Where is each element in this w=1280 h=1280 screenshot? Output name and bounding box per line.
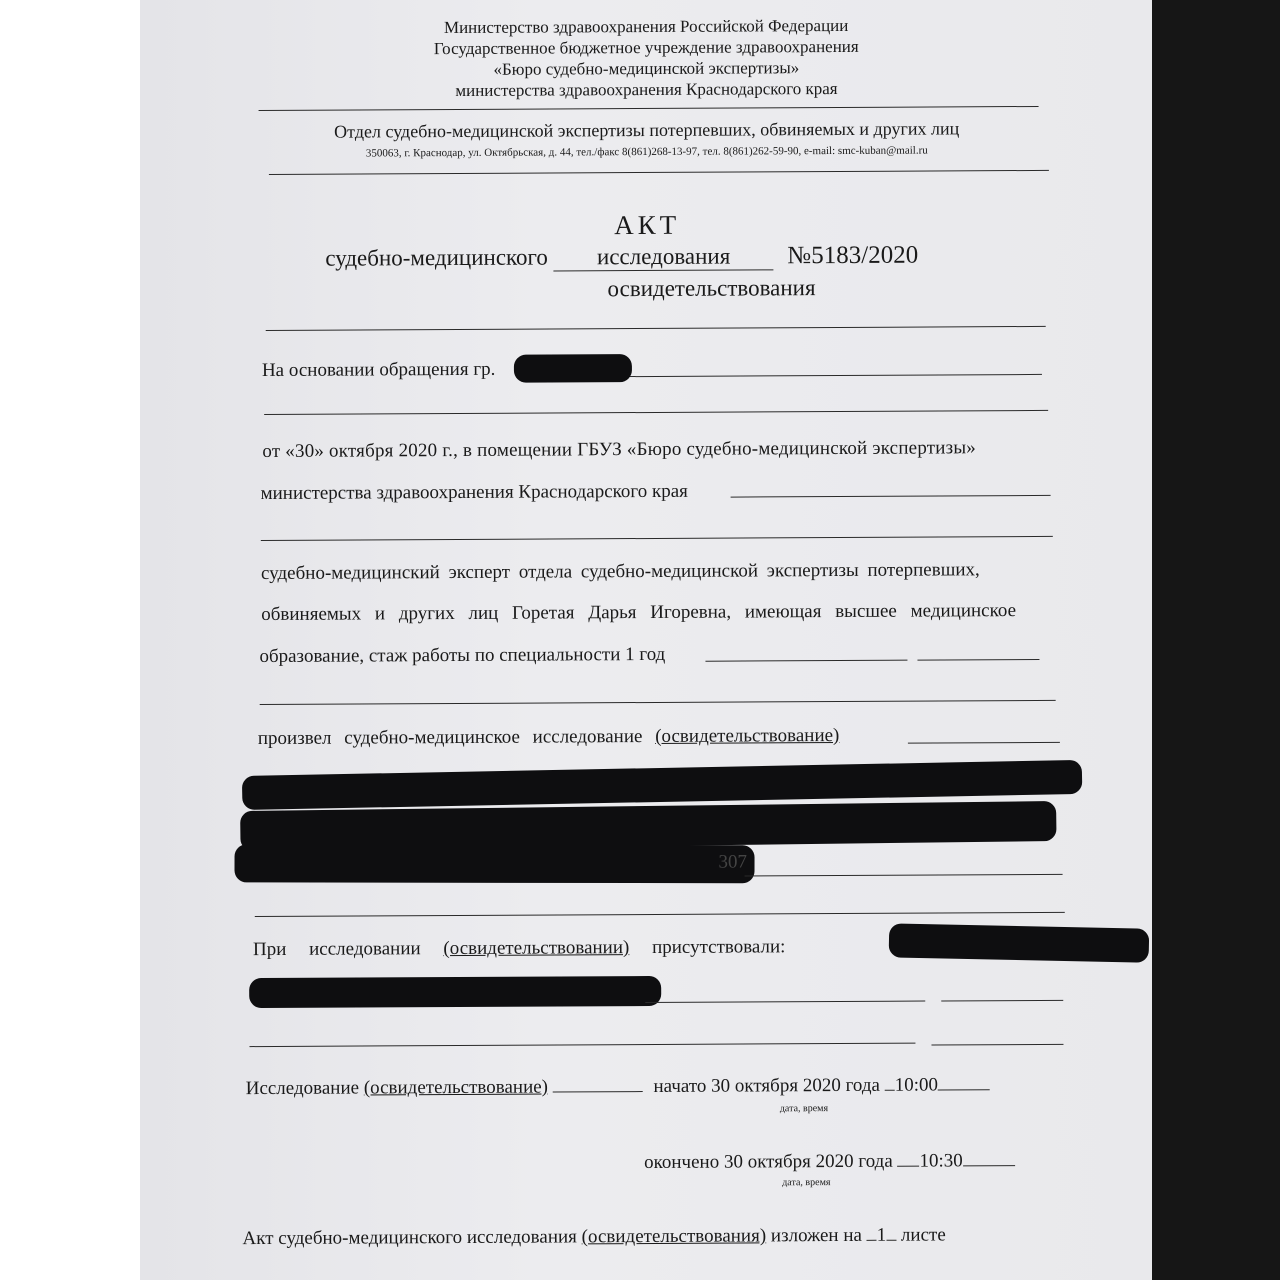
final-paren: (освидетельствования) [581, 1225, 767, 1248]
date-place-line: от «30» октября 2020 г., в помещении ГБУЗ «Бюро судебно-медицинской экспертизы» [262, 437, 977, 463]
end-time-tail [963, 1164, 1015, 1166]
final-prefix: Акт судебно-медицинского исследования [242, 1226, 577, 1250]
research-fill [553, 1090, 643, 1092]
sheets-lead [867, 1239, 877, 1241]
start-time: 10:00 [894, 1074, 939, 1096]
redaction-applicant [514, 354, 632, 383]
research-started-line [246, 1074, 990, 1100]
ministry-fill-line [731, 495, 1051, 498]
redacted-fragment: 307 [718, 851, 748, 873]
title-line [325, 242, 918, 273]
final-suffix-a: изложен на [770, 1224, 862, 1247]
header-line-4: министерства здравоохранения Краснодарского края [455, 78, 838, 100]
present-fill-3 [249, 1043, 915, 1047]
start-time-lead [885, 1089, 895, 1091]
research-paren: (освидетельствование) [363, 1076, 549, 1099]
department-address: 350063, г. Краснодар, ул. Октябрьская, д. 44, тел./факс 8(861)268-13-97, тел. 8(861)262-59-90, e-mail: smc-kuban@mail.ru [365, 144, 928, 160]
end-time: 10:30 [919, 1150, 963, 1172]
ministry-line: министерства здравоохранения Краснодарского края [260, 480, 688, 505]
document-page [140, 0, 1152, 1280]
expert-line-1: судебно-медицинский эксперт отдела судебно-медицинской экспертизы потерпевших, [260, 559, 980, 585]
experience-fill-1 [705, 660, 907, 662]
present-fill-2 [941, 1000, 1063, 1002]
experience-fill-2 [917, 659, 1039, 661]
redaction-present-name [889, 923, 1150, 962]
subject-fill-line [745, 874, 1063, 877]
started-text: начато 30 октября 2020 года [653, 1074, 880, 1097]
blank-line-3 [260, 700, 1056, 705]
start-time-tail [938, 1088, 990, 1090]
title-rule [266, 326, 1046, 331]
sheets-count: 1 [876, 1224, 887, 1246]
document-title: АКТ [614, 209, 681, 241]
header-divider-bottom [269, 170, 1049, 175]
header-line-3: «Бюро судебно-медицинской экспертизы» [493, 58, 800, 79]
present-paren: (освидетельствовании) [443, 937, 630, 960]
act-number: №5183/2020 [787, 241, 919, 270]
present-prefix: При исследовании [252, 938, 421, 961]
blank-line-4 [255, 912, 1065, 917]
background-edge [1148, 0, 1280, 1280]
title-type-research: исследования [554, 243, 774, 271]
header-line-1: Министерство здравоохранения Российской Федерации [443, 15, 849, 38]
present-fill-1 [645, 1001, 925, 1003]
research-label: Исследование [245, 1077, 360, 1100]
conducted-fill-line [908, 742, 1060, 744]
sheets-tail [886, 1239, 896, 1241]
ended-text: окончено 30 октября 2020 года [644, 1150, 893, 1174]
header-line-2: Государственное бюджетное учреждение здравоохранения [433, 36, 859, 59]
expert-line-3: образование, стаж работы по специальности 1 год [259, 643, 666, 668]
research-ended-line [644, 1150, 1015, 1174]
end-time-lead [898, 1165, 920, 1167]
header-divider-top [259, 106, 1039, 111]
conducted-line [258, 725, 840, 750]
title-prefix: судебно-медицинского [325, 244, 548, 271]
final-suffix-b: листе [900, 1224, 946, 1246]
redaction-present-name-2 [249, 976, 661, 1008]
conducted-prefix: произвел судебно-медицинское исследование [257, 726, 643, 750]
redaction-subject-line-3 [234, 844, 754, 883]
end-datetime-caption: дата, время [782, 1177, 831, 1189]
title-type-examination: освидетельствования [607, 275, 816, 302]
department-name: Отдел судебно-медицинской экспертизы потерпевших, обвиняемых и других лиц [334, 118, 960, 142]
expert-line-2: обвиняемых и других лиц Горетая Дарья Игоревна, имеющая высшее медицинское [261, 600, 1017, 626]
start-datetime-caption: дата, время [779, 1103, 829, 1115]
final-line [242, 1224, 945, 1250]
blank-line-1 [264, 410, 1048, 415]
redaction-subject-line-2 [240, 801, 1056, 851]
present-suffix: присутствовали: [651, 936, 786, 958]
present-line [253, 936, 786, 961]
basis-label: На основании обращения гр. [261, 358, 496, 382]
blank-line-2 [261, 536, 1053, 541]
conducted-paren: (освидетельствование) [655, 724, 840, 747]
present-fill-4 [931, 1044, 1063, 1046]
